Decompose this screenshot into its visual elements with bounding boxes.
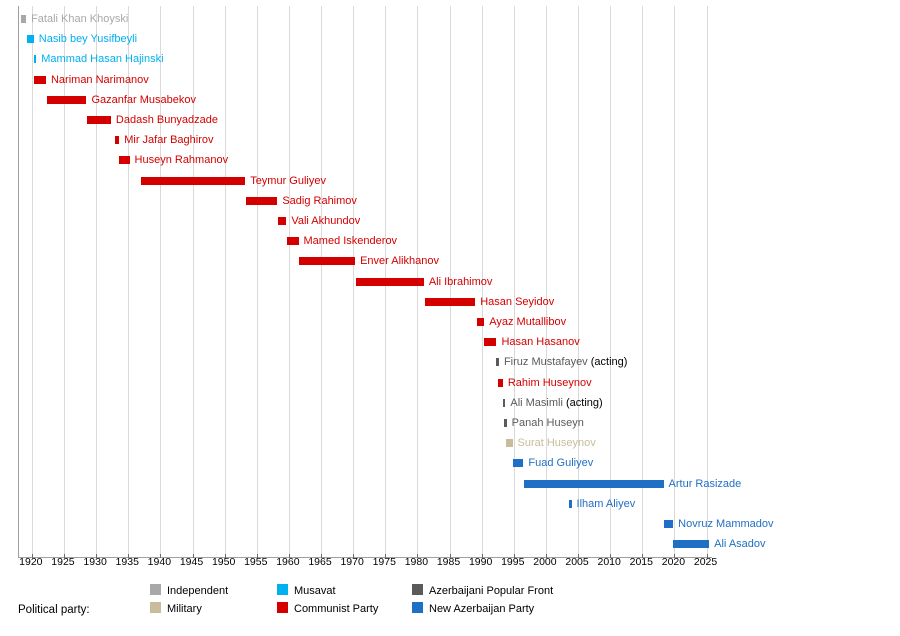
bar-label — [250, 172, 326, 190]
bar-label — [528, 454, 593, 472]
timeline-row — [19, 453, 712, 473]
bar-label — [51, 71, 149, 89]
timeline-row — [19, 393, 712, 413]
timeline-row — [19, 373, 712, 393]
bar-label-name: Dadash Bunyadzade — [115, 114, 219, 126]
bar-label-note: (acting) — [587, 356, 628, 369]
bar-label-name: Enver Alikhanov — [360, 255, 439, 268]
x-axis-label: 1940 — [147, 556, 172, 568]
legend-title: Political party: — [18, 604, 90, 616]
timeline-bar[interactable] — [87, 116, 111, 124]
bar-label — [124, 131, 213, 149]
timeline-row — [19, 352, 712, 372]
bar-label-name: Gazanfar Musabekov — [91, 93, 197, 106]
x-axis-label: 1920 — [19, 556, 43, 568]
timeline-bar[interactable] — [141, 177, 245, 185]
timeline-bar[interactable] — [664, 520, 674, 528]
timeline-bar[interactable] — [47, 96, 87, 104]
timeline-bar[interactable] — [119, 156, 129, 164]
x-axis-label: 1980 — [404, 556, 429, 568]
timeline-row — [19, 70, 712, 90]
bar-label — [489, 313, 566, 331]
timeline-row — [19, 150, 712, 170]
x-axis-label: 1995 — [501, 556, 525, 568]
bar-label — [429, 273, 493, 291]
timeline-bar[interactable] — [425, 298, 475, 306]
timeline-bar[interactable] — [503, 399, 506, 407]
timeline-row — [19, 292, 712, 312]
bar-label — [31, 10, 128, 28]
x-axis-label: 2010 — [597, 556, 621, 568]
x-axis-label: 2020 — [661, 556, 686, 568]
timeline-row — [19, 191, 712, 211]
x-axis-label: 1985 — [436, 556, 461, 568]
x-axis-label: 1955 — [244, 556, 268, 568]
timeline-bar[interactable] — [484, 338, 496, 346]
x-axis-label: 1935 — [115, 556, 139, 568]
bar-label — [116, 111, 218, 129]
bar-label — [508, 374, 592, 392]
plot-area — [18, 6, 774, 558]
x-axis-label: 1990 — [468, 556, 493, 568]
bar-label — [669, 475, 742, 493]
bar-label — [510, 394, 602, 412]
timeline-row — [19, 90, 712, 110]
timeline-bar[interactable] — [569, 500, 572, 508]
timeline-row — [19, 534, 766, 554]
bar-label-name: Hasan Hasanov — [501, 336, 580, 349]
timeline-bar[interactable] — [21, 15, 26, 23]
x-axis-label: 1975 — [372, 556, 396, 568]
legend-swatch — [277, 602, 288, 613]
bar-label-name: Sadig Rahimov — [282, 194, 357, 207]
timeline-bar[interactable] — [246, 197, 277, 205]
x-axis-label: 2015 — [629, 556, 653, 568]
bar-label — [480, 293, 554, 311]
bar-label-name: Fuad Guliyev — [528, 457, 594, 470]
timeline-bar[interactable] — [356, 278, 424, 286]
bar-label-name: Ali Ibrahimov — [428, 275, 493, 288]
bar-label — [518, 434, 596, 452]
bar-label-note: (acting) — [562, 396, 603, 409]
x-axis-label: 1925 — [51, 556, 75, 568]
bar-label — [678, 515, 773, 533]
x-axis-label: 1965 — [308, 556, 332, 568]
bar-label — [504, 353, 628, 371]
bar-label-name: Teymur Guliyev — [250, 174, 326, 187]
bar-label-name: Nasib bey Yusifbeyli — [38, 33, 138, 46]
legend-swatch — [412, 602, 423, 613]
x-axis-label: 1970 — [340, 556, 364, 568]
timeline-bar[interactable] — [299, 257, 356, 265]
timeline-bar[interactable] — [673, 540, 709, 548]
bar-label-name: Ali Asadov — [714, 538, 766, 551]
timeline-row — [19, 413, 712, 433]
x-axis-label: 1950 — [211, 556, 236, 568]
timeline-bar[interactable] — [278, 217, 286, 225]
timeline-bar[interactable] — [287, 237, 299, 245]
timeline-bar[interactable] — [513, 459, 524, 467]
x-axis-label: 2025 — [693, 556, 718, 568]
timeline-row — [19, 231, 712, 251]
bar-label-name: Panah Huseyn — [511, 417, 584, 429]
timeline-bar[interactable] — [504, 419, 507, 427]
timeline-bar[interactable] — [524, 480, 663, 488]
timeline-row — [19, 272, 712, 292]
timeline-row — [19, 514, 774, 534]
x-axis-label: 2005 — [565, 556, 589, 568]
bar-label-name: Surat Huseynov — [517, 437, 596, 450]
timeline-row — [19, 29, 712, 49]
legend-label: Independent — [167, 585, 229, 597]
bar-label — [304, 232, 398, 250]
bar-label — [360, 252, 439, 270]
legend-label: Military — [167, 603, 202, 615]
bar-label — [135, 151, 229, 169]
x-axis-label: 1945 — [179, 556, 204, 568]
legend-item — [277, 584, 336, 597]
bar-label-name: Mir Jafar Baghirov — [124, 134, 214, 147]
bar-label-name: Novruz Mammadov — [678, 518, 774, 530]
timeline-bar[interactable] — [496, 358, 499, 366]
timeline-row — [19, 332, 712, 352]
bar-label — [577, 495, 636, 513]
timeline-bar[interactable] — [506, 439, 512, 447]
timeline-bar[interactable] — [477, 318, 485, 326]
legend-label: Communist Party — [294, 603, 379, 615]
x-axis-label: 2000 — [533, 556, 557, 568]
bar-label — [41, 50, 163, 68]
legend-item — [412, 602, 534, 615]
bar-label-name: Ali Masimli — [510, 396, 563, 409]
timeline-bar[interactable] — [27, 35, 34, 43]
bar-label-name: Firuz Mustafayev — [503, 356, 588, 369]
bar-label-name: Huseyn Rahmanov — [134, 154, 229, 167]
timeline-bar[interactable] — [34, 76, 46, 84]
bar-label — [714, 535, 765, 553]
legend-label: Azerbaijani Popular Front — [429, 585, 554, 597]
bar-label — [39, 30, 137, 48]
x-axis-label: 1960 — [276, 556, 300, 568]
bar-label-name: Hasan Seyidov — [480, 295, 555, 308]
bar-label — [91, 91, 196, 109]
bar-label-name: Mammad Hasan Hajinski — [41, 53, 164, 66]
x-axis-label: 1930 — [83, 556, 107, 568]
timeline-row — [19, 251, 712, 271]
legend-swatch — [150, 584, 161, 595]
timeline-row — [19, 494, 712, 514]
bar-label-name: Fatali Khan Khoyski — [31, 13, 129, 25]
chart-legend — [0, 580, 900, 636]
bar-label-name: Rahim Huseynov — [507, 376, 592, 389]
bar-label-name: Ilham Aliyev — [576, 497, 636, 510]
timeline-row — [19, 474, 742, 494]
legend-swatch — [412, 584, 423, 595]
bar-label — [291, 212, 360, 230]
legend-item — [150, 602, 202, 615]
timeline-row — [19, 312, 712, 332]
legend-label: Musavat — [294, 585, 336, 597]
legend-item — [277, 602, 378, 615]
timeline-row — [19, 110, 712, 130]
timeline-row — [19, 433, 712, 453]
bar-label-name: Mamed Iskenderov — [303, 235, 398, 248]
timeline-row — [19, 130, 712, 150]
bar-label — [501, 333, 579, 351]
legend-label: New Azerbaijan Party — [429, 603, 535, 615]
bar-label-name: Artur Rasizade — [668, 477, 742, 490]
timeline-bar[interactable] — [34, 55, 37, 63]
timeline-row — [19, 9, 712, 29]
legend-swatch — [150, 602, 161, 613]
timeline-row — [19, 49, 712, 69]
bar-label-name: Ayaz Mutallibov — [489, 316, 567, 328]
legend-item — [150, 584, 228, 597]
legend-swatch — [277, 584, 288, 595]
timeline-bar[interactable] — [115, 136, 119, 144]
bar-label-name: Vali Akhundov — [291, 215, 361, 227]
bar-label-name: Nariman Narimanov — [50, 73, 149, 86]
timeline-bar[interactable] — [498, 379, 503, 387]
bar-label — [512, 414, 584, 432]
legend-item — [412, 584, 553, 597]
bar-label — [282, 192, 357, 210]
timeline-row — [19, 211, 712, 231]
timeline-row — [19, 171, 712, 191]
